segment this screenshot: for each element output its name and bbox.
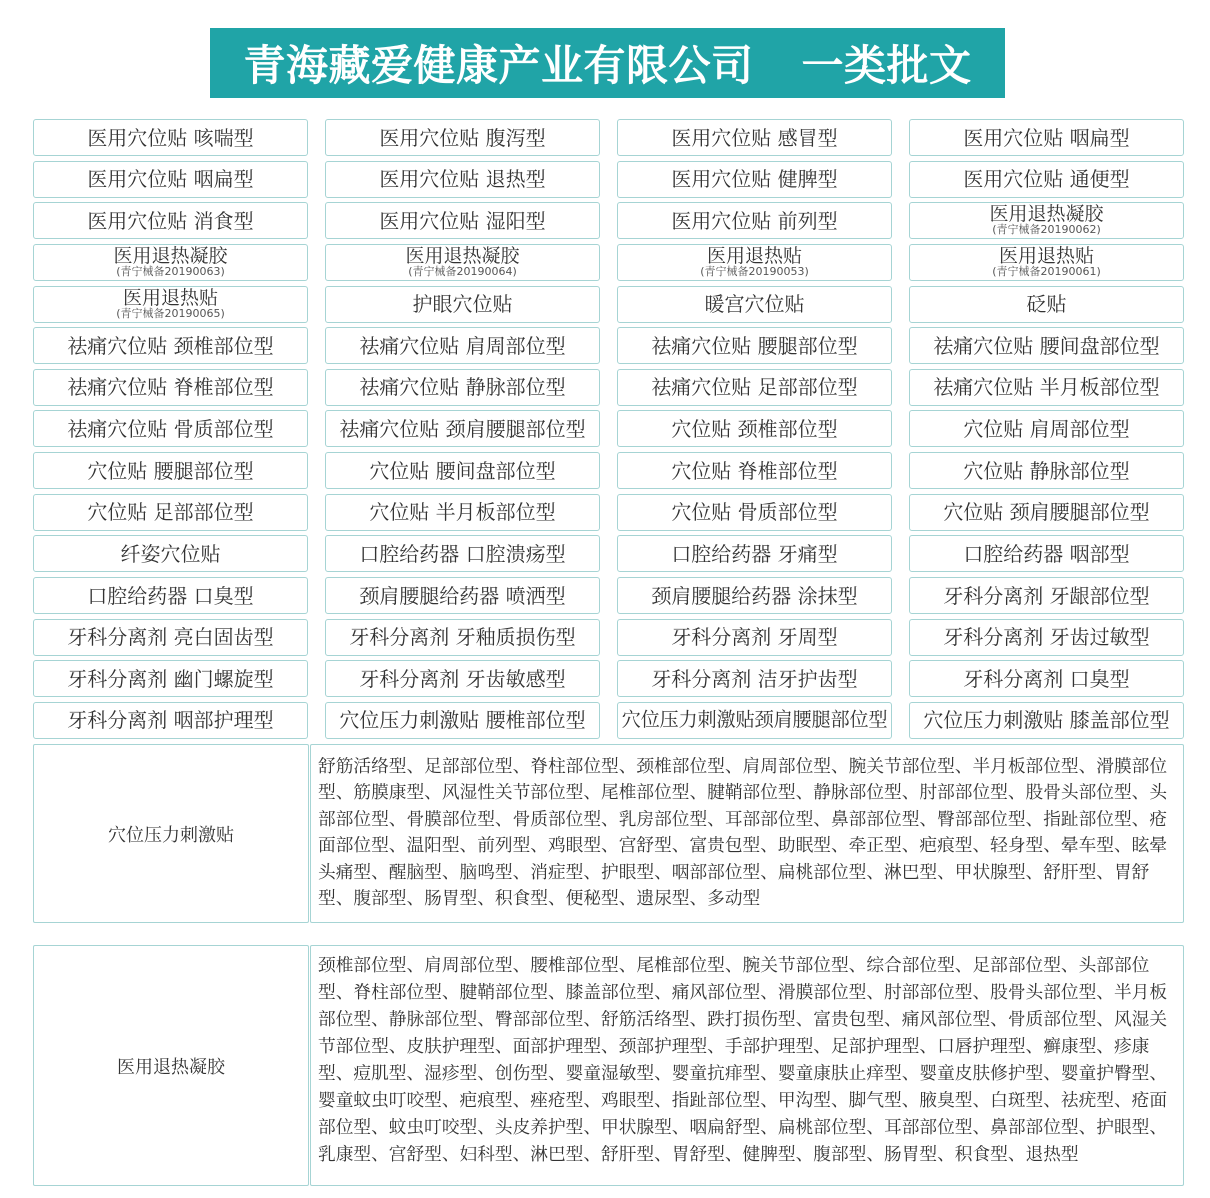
product-name: 祛痛穴位贴 颈椎部位型 (67, 333, 274, 358)
product-name: 穴位贴 脊椎部位型 (671, 458, 838, 483)
product-cell (617, 619, 892, 656)
product-cell (325, 410, 600, 447)
product-cell (617, 577, 892, 614)
product-name: 口腔给药器 口腔溃疡型 (359, 541, 566, 566)
product-cell (33, 202, 308, 239)
product-name: 口腔给药器 牙痛型 (671, 541, 838, 566)
detail-types: 舒筋活络型、足部部位型、脊柱部位型、颈椎部位型、肩周部位型、腕关节部位型、半月板部位型、滑膜部位型、筋膜康型、风湿性关节部位型、尾椎部位型、腱鞘部位型、静脉部位型、肘部部位型、股骨头部位型、头部部位型、骨膜部位型、骨质部位型、乳房部位型、耳部部位型、鼻部部位型、臀部部位型、指趾部位型、疮面部位型、温阳型、前列型、鸡眼型、宫舒型、富贵包型、助眠型、牵正型、疤痕型、轻身型、晕车型、眩晕头痛型、醒脑型、脑鸣型、消症型、护眼型、咽部部位型、扁桃部位型、淋巴型、甲状腺型、舒肝型、胃舒型、腹部型、肠胃型、积食型、便秘型、遗尿型、多动型 (310, 744, 1184, 923)
product-cell (33, 452, 308, 489)
product-cell (617, 494, 892, 531)
product-name: 牙科分离剂 牙齿过敏型 (943, 625, 1150, 650)
product-cell (33, 702, 308, 739)
product-name: 医用穴位贴 咽扁型 (87, 167, 254, 192)
product-name: 牙科分离剂 幽门螺旋型 (67, 666, 274, 691)
product-cell (909, 452, 1184, 489)
product-cell (909, 494, 1184, 531)
product-cell (325, 369, 600, 406)
product-name: 穴位压力刺激贴 腰椎部位型 (339, 708, 586, 733)
product-name: 牙科分离剂 洁牙护齿型 (651, 666, 858, 691)
product-name: 牙科分离剂 牙釉质损伤型 (349, 625, 576, 650)
product-name: 颈肩腰腿给药器 喷洒型 (359, 583, 566, 608)
product-name: 牙科分离剂 亮白固齿型 (67, 625, 274, 650)
product-name: 医用穴位贴 消食型 (87, 208, 254, 233)
product-filing-number: (青宁械备20190063) (116, 264, 225, 278)
product-cell (909, 619, 1184, 656)
product-cell (33, 619, 308, 656)
detail-label: 穴位压力刺激贴 (33, 744, 309, 923)
product-name: 医用穴位贴 通便型 (963, 167, 1130, 192)
product-cell (909, 369, 1184, 406)
product-cell (909, 286, 1184, 323)
product-name: 祛痛穴位贴 骨质部位型 (67, 416, 274, 441)
product-cell (617, 286, 892, 323)
title-banner (210, 28, 1005, 98)
product-cell (325, 452, 600, 489)
product-filing-number: (青宁械备20190061) (992, 264, 1101, 278)
product-cell (33, 119, 308, 156)
product-name: 穴位贴 半月板部位型 (369, 500, 556, 525)
product-name: 医用穴位贴 退热型 (379, 167, 546, 192)
detail-section-pressure-patch (33, 744, 1184, 923)
product-name: 口腔给药器 咽部型 (963, 541, 1130, 566)
product-cell (325, 660, 600, 697)
product-cell (325, 619, 600, 656)
product-cell (617, 410, 892, 447)
product-cell (325, 244, 600, 281)
product-name: 穴位压力刺激贴颈肩腰腿部位型 (621, 708, 888, 732)
product-name: 祛痛穴位贴 腰间盘部位型 (933, 333, 1160, 358)
product-cell (909, 327, 1184, 364)
approval-category: 一类批文 (801, 41, 972, 90)
product-filing-number: (青宁械备20190062) (992, 223, 1101, 237)
product-name: 穴位贴 腰间盘部位型 (369, 458, 556, 483)
product-cell (325, 202, 600, 239)
product-name: 医用退热贴 (706, 244, 802, 267)
product-cell (325, 161, 600, 198)
company-name: 青海藏爱健康产业有限公司 (243, 41, 754, 90)
product-cell (325, 286, 600, 323)
product-filing-number: (青宁械备20190064) (408, 264, 517, 278)
product-name: 祛痛穴位贴 肩周部位型 (359, 333, 566, 358)
product-name: 医用穴位贴 前列型 (671, 208, 838, 233)
product-name: 穴位贴 腰腿部位型 (87, 458, 254, 483)
product-cell (909, 161, 1184, 198)
product-cell (33, 286, 308, 323)
product-name: 牙科分离剂 牙周型 (671, 625, 838, 650)
product-name: 祛痛穴位贴 半月板部位型 (933, 375, 1160, 400)
product-name: 颈肩腰腿给药器 涂抹型 (651, 583, 858, 608)
product-cell (325, 577, 600, 614)
product-name: 穴位贴 颈椎部位型 (671, 416, 838, 441)
product-name: 穴位贴 颈肩腰腿部位型 (943, 500, 1150, 525)
product-name: 医用穴位贴 腹泻型 (379, 125, 546, 150)
product-cell (617, 327, 892, 364)
product-name: 医用穴位贴 湿阳型 (379, 208, 546, 233)
product-cell (909, 202, 1184, 239)
detail-label: 医用退热凝胶 (33, 945, 309, 1186)
product-cell (617, 660, 892, 697)
product-cell (325, 119, 600, 156)
product-name: 祛痛穴位贴 脊椎部位型 (67, 375, 274, 400)
product-name: 医用穴位贴 感冒型 (671, 125, 838, 150)
product-cell (909, 577, 1184, 614)
product-name: 牙科分离剂 口臭型 (963, 666, 1130, 691)
product-cell (617, 244, 892, 281)
product-name: 医用穴位贴 健脾型 (671, 167, 838, 192)
product-cell (909, 244, 1184, 281)
product-name: 牙科分离剂 牙龈部位型 (943, 583, 1150, 608)
product-name: 穴位贴 骨质部位型 (671, 500, 838, 525)
product-cell (33, 369, 308, 406)
product-cell (33, 494, 308, 531)
product-cell (33, 660, 308, 697)
product-cell (33, 535, 308, 572)
product-cell (325, 327, 600, 364)
product-name: 医用退热贴 (122, 286, 218, 309)
product-cell (617, 369, 892, 406)
product-name: 牙科分离剂 牙齿敏感型 (359, 666, 566, 691)
product-cell (909, 660, 1184, 697)
product-name: 医用穴位贴 咳喘型 (87, 125, 254, 150)
product-cell (909, 535, 1184, 572)
product-cell (617, 535, 892, 572)
product-name: 祛痛穴位贴 颈肩腰腿部位型 (339, 416, 586, 441)
product-grid (33, 119, 1184, 739)
product-name: 医用退热凝胶 (113, 244, 228, 267)
product-cell (617, 119, 892, 156)
product-name: 纤姿穴位贴 (120, 541, 221, 566)
product-name: 祛痛穴位贴 腰腿部位型 (651, 333, 858, 358)
product-filing-number: (青宁械备20190065) (116, 306, 225, 320)
product-name: 穴位贴 足部部位型 (87, 500, 254, 525)
product-name: 祛痛穴位贴 足部部位型 (651, 375, 858, 400)
product-cell (325, 494, 600, 531)
product-name: 牙科分离剂 咽部护理型 (67, 708, 274, 733)
product-cell (325, 702, 600, 739)
product-cell (33, 244, 308, 281)
product-name: 口腔给药器 口臭型 (87, 583, 254, 608)
product-cell (33, 327, 308, 364)
product-name: 砭贴 (1026, 292, 1067, 317)
product-cell (617, 161, 892, 198)
product-filing-number: (青宁械备20190053) (700, 264, 809, 278)
product-cell (617, 202, 892, 239)
product-cell (33, 161, 308, 198)
product-cell (909, 702, 1184, 739)
product-cell (33, 577, 308, 614)
product-name: 祛痛穴位贴 静脉部位型 (359, 375, 566, 400)
product-name: 穴位贴 静脉部位型 (963, 458, 1130, 483)
product-cell (909, 410, 1184, 447)
product-cell (617, 702, 892, 739)
product-name: 医用退热凝胶 (989, 203, 1104, 226)
product-name: 医用穴位贴 咽扁型 (963, 125, 1130, 150)
product-name: 穴位压力刺激贴 膝盖部位型 (923, 708, 1170, 733)
product-name: 医用退热贴 (998, 244, 1094, 267)
product-cell (617, 452, 892, 489)
product-name: 暖宫穴位贴 (704, 292, 805, 317)
product-cell (325, 535, 600, 572)
product-name: 医用退热凝胶 (405, 244, 520, 267)
detail-types: 颈椎部位型、肩周部位型、腰椎部位型、尾椎部位型、腕关节部位型、综合部位型、足部部位型、头部部位型、脊柱部位型、腱鞘部位型、膝盖部位型、痛风部位型、滑膜部位型、肘部部位型、股骨头部位型、半月板部位型、静脉部位型、臀部部位型、舒筋活络型、跌打损伤型、富贵包型、痛风部位型、骨质部位型、风湿关节部位型、皮肤护理型、面部护理型、颈部护理型、手部护理型、足部护理型、口唇护理型、癣康型、疹康型、痘肌型、湿疹型、创伤型、婴童湿敏型、婴童抗痱型、婴童康肤止痒型、婴童皮肤修护型、婴童护臀型、婴童蚊虫叮咬型、疤痕型、痤疮型、鸡眼型、指趾部位型、甲沟型、脚气型、腋臭型、白斑型、祛疣型、疮面部位型、蚊虫叮咬型、头皮养护型、甲状腺型、咽扁舒型、扁桃部位型、耳部部位型、鼻部部位型、护眼型、乳康型、宫舒型、妇科型、淋巴型、舒肝型、胃舒型、健脾型、腹部型、肠胃型、积食型、退热型 (310, 945, 1184, 1186)
product-name: 护眼穴位贴 (412, 292, 513, 317)
product-name: 穴位贴 肩周部位型 (963, 416, 1130, 441)
product-cell (909, 119, 1184, 156)
detail-section-cooling-gel (33, 945, 1184, 1186)
product-cell (33, 410, 308, 447)
